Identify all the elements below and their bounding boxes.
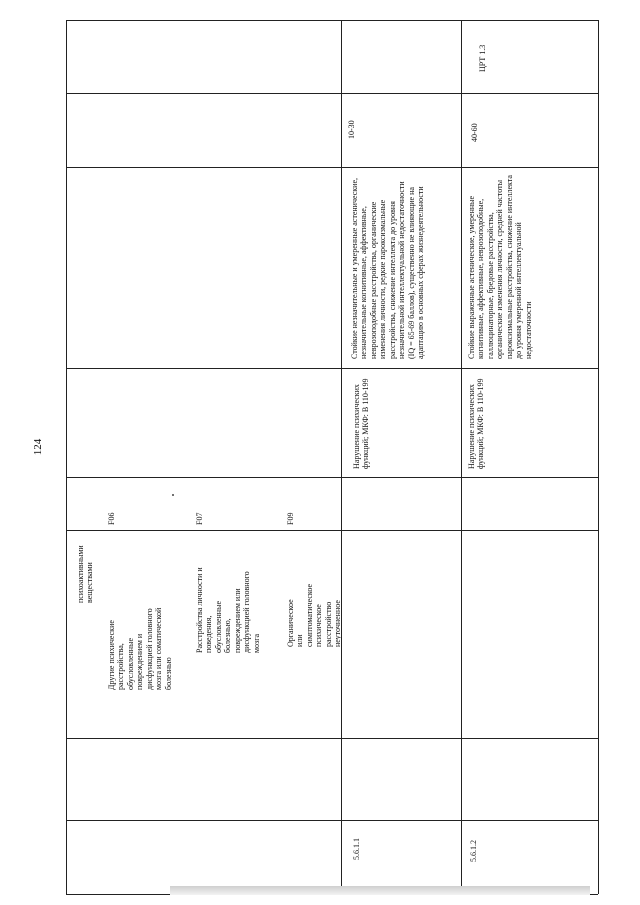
percent-value: 40-60 xyxy=(470,123,479,142)
impairment-text: Нарушение психических функций; МКФ: В 110-199 xyxy=(467,378,486,469)
page-number: 124 xyxy=(32,438,44,456)
icd-code: F07 xyxy=(195,512,204,525)
impairment-description: Стойкие выраженные астенические, умеренные когнитивные, аффективные, неврозоподобные, галлюцинаторные, бредовые расстройства, органические изменения личности, средней частоты пароксизмальные расстройства, снижение интеллекта до уровня умеренной интеллектуальной недостаточности xyxy=(467,175,533,359)
impairment-description: Стойкие незначительные и умеренные астенические, незначительные когнитивные, аффективные, неврозоподобные расстройства, органические изменения личности, редкие пароксизмальные расстройства, снижение интеллекта до уровня незначительной интеллектуальной недостаточности (IQ = 65-69 баллов), существенно не влияющие на адаптацию в основных сферах жизнедеятельности xyxy=(350,177,426,359)
disease-name: психоактивными веществами xyxy=(76,545,95,603)
disease-name: Другие психические расстройства, обусловленные повреждением и дисфункцией головного мозга или соматической болезнью xyxy=(107,607,173,690)
disease-name: Органическое или симптоматическое психическое расстройство неуточненное xyxy=(286,584,343,647)
dot-mark xyxy=(172,494,174,496)
row-code: 5.6.1.1 xyxy=(352,838,361,860)
category-code: ЦРТ 1.3 xyxy=(478,44,487,72)
impairment-text: Нарушение психических функций; МКФ: В 110-199 xyxy=(352,378,371,469)
row-code: 5.6.1.2 xyxy=(469,840,478,862)
disease-name: Расстройства личности и поведения, обусловленные болезнью, повреждением или дисфункцией головного мозга xyxy=(195,567,261,653)
percent-value: 10-30 xyxy=(347,120,356,139)
icd-code: F06 xyxy=(107,512,116,525)
icd-code: F09 xyxy=(286,512,295,525)
scan-shadow xyxy=(170,886,590,895)
